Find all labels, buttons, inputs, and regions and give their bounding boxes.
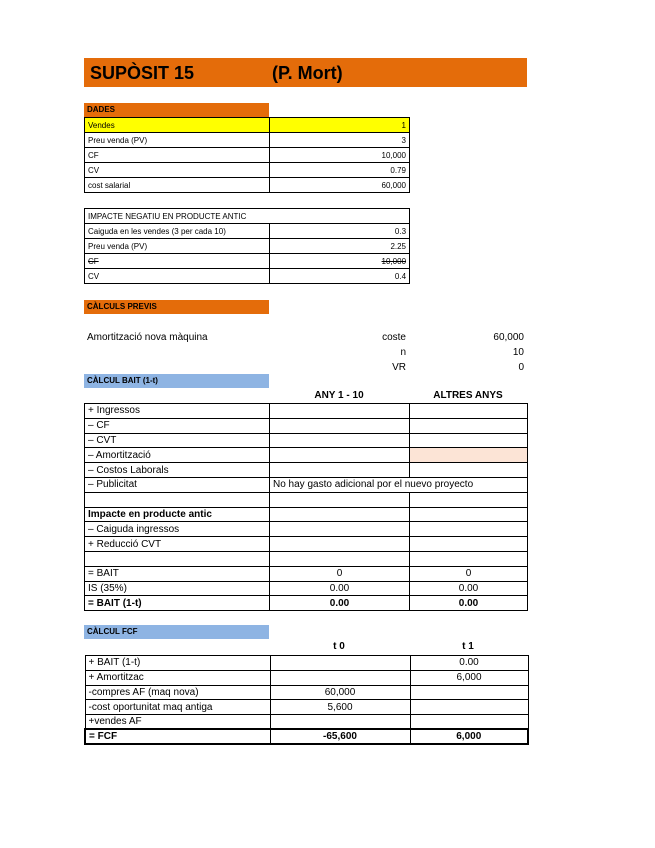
- table-row: [85, 254, 410, 269]
- dades-label: CF: [85, 148, 270, 163]
- table-row: [85, 133, 410, 148]
- table-row: [85, 566, 528, 581]
- sheet-subtitle: (P. Mort): [272, 63, 343, 83]
- bait-value-altres[interactable]: [410, 551, 528, 566]
- table-row: [85, 537, 528, 552]
- fcf-value-t0[interactable]: [270, 715, 410, 730]
- impacte-value[interactable]: 10,000: [270, 254, 410, 269]
- bait-label: IS (35%): [85, 581, 270, 596]
- previs-value: 0: [518, 362, 524, 373]
- bait-label: + Ingressos: [85, 404, 270, 419]
- impacte-header: IMPACTE NEGATIU EN PRODUCTE ANTIC: [85, 209, 410, 224]
- impacte-table: [84, 208, 410, 284]
- fcf-label: -cost oportunitat maq antiga: [85, 700, 270, 715]
- bait-value-altres[interactable]: [410, 433, 528, 448]
- fcf-value-t0[interactable]: -65,600: [270, 729, 410, 744]
- dades-label: cost salarial: [85, 178, 270, 193]
- previs-key: n: [400, 347, 406, 358]
- bait-label: – CVT: [85, 433, 270, 448]
- table-row: [85, 404, 528, 419]
- bait-header: CÀLCUL BAIT (1-t): [84, 374, 269, 388]
- table-row: [85, 507, 528, 522]
- table-row: [85, 656, 528, 671]
- fcf-value-t0[interactable]: [270, 656, 410, 671]
- table-row: [85, 522, 528, 537]
- bait-value-any[interactable]: [270, 433, 410, 448]
- fcf-col-t1: t 1: [462, 641, 474, 652]
- bait-value-altres[interactable]: [410, 404, 528, 419]
- bait-label: – Caiguda ingressos: [85, 522, 270, 537]
- bait-value-any[interactable]: [270, 418, 410, 433]
- dades-value[interactable]: 0.79: [270, 163, 410, 178]
- impacte-label: Caiguda en les vendes (3 per cada 10): [85, 224, 270, 239]
- table-row: [85, 163, 410, 178]
- fcf-value-t1[interactable]: [410, 715, 528, 730]
- table-row: [85, 700, 528, 715]
- bait-col-altres: ALTRES ANYS: [433, 390, 503, 401]
- previs-value: 60,000: [493, 332, 524, 343]
- fcf-value-t1[interactable]: [410, 700, 528, 715]
- table-row: [85, 729, 528, 744]
- fcf-label: +vendes AF: [85, 715, 270, 730]
- bait-value-any[interactable]: 0.00: [270, 596, 410, 611]
- table-row: [85, 581, 528, 596]
- bait-value-altres[interactable]: [410, 522, 528, 537]
- impacte-label: CF: [85, 254, 270, 269]
- dades-label: Preu venda (PV): [85, 133, 270, 148]
- previs-key: VR: [392, 362, 406, 373]
- dades-value[interactable]: 3: [270, 133, 410, 148]
- fcf-value-t0[interactable]: 5,600: [270, 700, 410, 715]
- bait-label: [85, 551, 270, 566]
- bait-label: – Publicitat: [85, 477, 270, 492]
- bait-value-any[interactable]: 0.00: [270, 581, 410, 596]
- publicitat-note[interactable]: No hay gasto adicional por el nuevo proyecto: [270, 477, 528, 492]
- bait-col-any: ANY 1 - 10: [314, 390, 364, 401]
- fcf-label: = FCF: [85, 729, 270, 744]
- table-row: [85, 209, 410, 224]
- fcf-header: CÀLCUL FCF: [84, 625, 269, 639]
- table-row: [85, 118, 410, 133]
- bait-label: – CF: [85, 418, 270, 433]
- dades-table: [84, 117, 410, 193]
- table-row: [85, 448, 528, 463]
- table-row: [85, 477, 528, 492]
- fcf-value-t0[interactable]: 60,000: [270, 685, 410, 700]
- fcf-col-t0: t 0: [333, 641, 345, 652]
- bait-value-any[interactable]: [270, 507, 410, 522]
- table-row: [85, 715, 528, 730]
- bait-value-altres[interactable]: [410, 463, 528, 478]
- bait-label: Impacte en producte antic: [85, 507, 270, 522]
- bait-label: – Costos Laborals: [85, 463, 270, 478]
- bait-label: + Reducció CVT: [85, 537, 270, 552]
- bait-value-any[interactable]: 0: [270, 566, 410, 581]
- table-row: [85, 269, 410, 284]
- table-row: [85, 551, 528, 566]
- bait-value-any[interactable]: [270, 492, 410, 507]
- table-row: [85, 148, 410, 163]
- fcf-value-t0[interactable]: [270, 670, 410, 685]
- bait-label: = BAIT: [85, 566, 270, 581]
- table-row: [85, 224, 410, 239]
- calculs-previs-header: CÀLCULS PREVIS: [84, 300, 269, 314]
- bait-value-any[interactable]: [270, 522, 410, 537]
- fcf-value-t1[interactable]: 6,000: [410, 729, 528, 744]
- impacte-label: Preu venda (PV): [85, 239, 270, 254]
- fcf-value-t1[interactable]: 0.00: [410, 656, 528, 671]
- fcf-label: + BAIT (1-t): [85, 656, 270, 671]
- fcf-value-t1[interactable]: 6,000: [410, 670, 528, 685]
- fcf-value-t1[interactable]: [410, 685, 528, 700]
- impacte-value[interactable]: 0.4: [270, 269, 410, 284]
- bait-table: [84, 403, 528, 611]
- impacte-label: CV: [85, 269, 270, 284]
- sheet-title: SUPÒSIT 15: [90, 63, 195, 83]
- bait-value-altres[interactable]: [410, 418, 528, 433]
- dades-value[interactable]: 60,000: [270, 178, 410, 193]
- table-row: [85, 418, 528, 433]
- amortitzacio-label: Amortització nova màquina: [87, 332, 208, 343]
- bait-value-altres[interactable]: [410, 537, 528, 552]
- bait-label: – Amortització: [85, 448, 270, 463]
- dades-value[interactable]: 10,000: [270, 148, 410, 163]
- bait-label: [85, 492, 270, 507]
- bait-value-any[interactable]: [270, 537, 410, 552]
- bait-value-any[interactable]: [270, 404, 410, 419]
- dades-label: Vendes: [85, 118, 270, 133]
- bait-value-altres[interactable]: 0.00: [410, 596, 528, 611]
- fcf-label: -compres AF (maq nova): [85, 685, 270, 700]
- bait-value-altres[interactable]: [410, 492, 528, 507]
- bait-value-altres[interactable]: [410, 448, 528, 463]
- bait-value-altres[interactable]: [410, 507, 528, 522]
- table-row: [85, 463, 528, 478]
- previs-value: 10: [512, 347, 524, 358]
- table-row: [85, 239, 410, 254]
- dades-header: DADES: [84, 103, 269, 117]
- table-row: [85, 433, 528, 448]
- bait-value-any[interactable]: [270, 448, 410, 463]
- bait-label: = BAIT (1-t): [85, 596, 270, 611]
- table-row: [85, 178, 410, 193]
- table-row: [85, 685, 528, 700]
- table-row: [85, 596, 528, 611]
- dades-value[interactable]: 1: [270, 118, 410, 133]
- table-row: [85, 492, 528, 507]
- bait-value-altres[interactable]: 0.00: [410, 581, 528, 596]
- fcf-label: + Amortitzac: [85, 670, 270, 685]
- bait-value-any[interactable]: [270, 463, 410, 478]
- fcf-table: [84, 655, 529, 745]
- impacte-value[interactable]: 0.3: [270, 224, 410, 239]
- impacte-value[interactable]: 2.25: [270, 239, 410, 254]
- previs-key: coste: [382, 332, 406, 343]
- dades-label: CV: [85, 163, 270, 178]
- bait-value-any[interactable]: [270, 551, 410, 566]
- bait-value-altres[interactable]: 0: [410, 566, 528, 581]
- table-row: [85, 670, 528, 685]
